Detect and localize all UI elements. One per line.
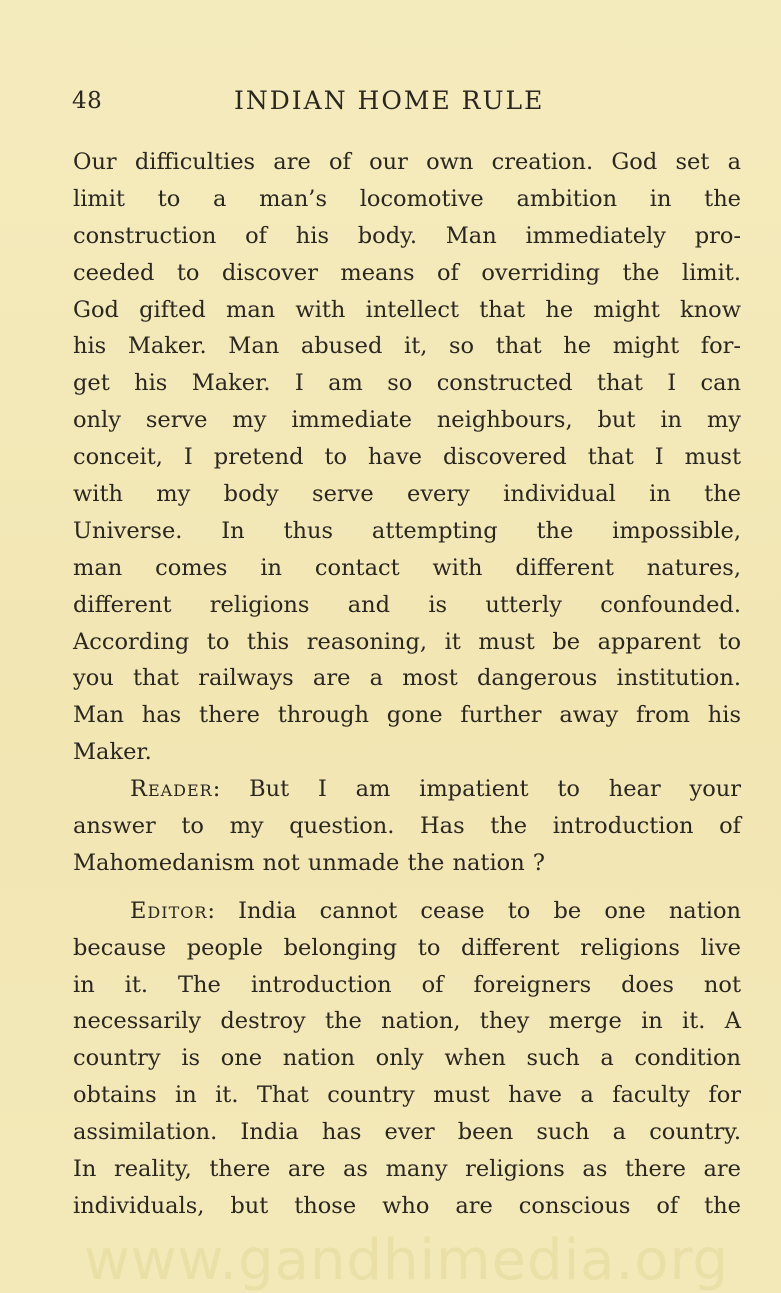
text-line: conceit, I pretend to have discovered that I must (73, 444, 741, 471)
dialogue-line (73, 893, 741, 930)
text-line: country is one nation only when such a condition (73, 1045, 741, 1072)
text-line: man comes in contact with different natures, (73, 554, 741, 581)
speaker-editor: Editor (130, 897, 208, 924)
text-line: construction of his body. Man immediately pro- (73, 222, 741, 249)
text-line: God gifted man with intellect that he might know (73, 296, 741, 323)
speaker-reader: Reader (130, 776, 213, 803)
text-line: because people belonging to different religions live (73, 934, 741, 961)
watermark: www.gandhimedia.org (84, 1228, 730, 1293)
text-line: with my body serve every individual in the (73, 481, 741, 508)
paragraph-2 (73, 771, 741, 882)
text-line: different religions and is utterly confounded. (73, 591, 741, 618)
text-line: Our difficulties are of our own creation. God set a (73, 149, 741, 175)
text-line: Mahomedanism not unmade the nation ? (73, 849, 545, 876)
dialogue-text: : But I am impatient to hear your (212, 776, 741, 803)
text-line: only serve my immediate neighbours, but in my (73, 407, 741, 434)
body-text (73, 144, 741, 1225)
paragraph-1 (73, 144, 741, 771)
dialogue-text: : India cannot cease to be one nation (207, 897, 741, 924)
text-line: his Maker. Man abused it, so that he might for- (73, 333, 741, 360)
dialogue-line (73, 771, 741, 808)
text-line: obtains in it. That country must have a faculty for (73, 1082, 741, 1109)
running-title: INDIAN HOME RULE (234, 86, 545, 115)
text-line: Maker. (73, 739, 152, 766)
text-line: ceeded to discover means of overriding the limit. (73, 259, 741, 286)
text-line: In reality, there are as many religions as there are (73, 1156, 741, 1183)
text-line: According to this reasoning, it must be apparent to (73, 628, 741, 655)
text-line: individuals, but those who are conscious of the (73, 1192, 741, 1219)
page-header (72, 86, 732, 122)
paragraph-gap (73, 882, 741, 893)
page-number: 48 (72, 88, 103, 114)
text-line: assimilation. India has ever been such a country. (73, 1119, 741, 1146)
text-line: answer to my question. Has the introduction of (73, 813, 741, 840)
text-line: Man has there through gone further away from his (73, 702, 741, 729)
text-line: Universe. In thus attempting the impossible, (73, 517, 741, 544)
text-line: necessarily destroy the nation, they merge in it. A (73, 1008, 741, 1035)
text-line: in it. The introduction of foreigners does not (73, 971, 741, 998)
text-line: limit to a man’s locomotive ambition in the (73, 185, 741, 212)
paragraph-3 (73, 893, 741, 1225)
text-line: you that railways are a most dangerous institution. (73, 665, 741, 692)
text-line: get his Maker. I am so constructed that I can (73, 370, 741, 397)
